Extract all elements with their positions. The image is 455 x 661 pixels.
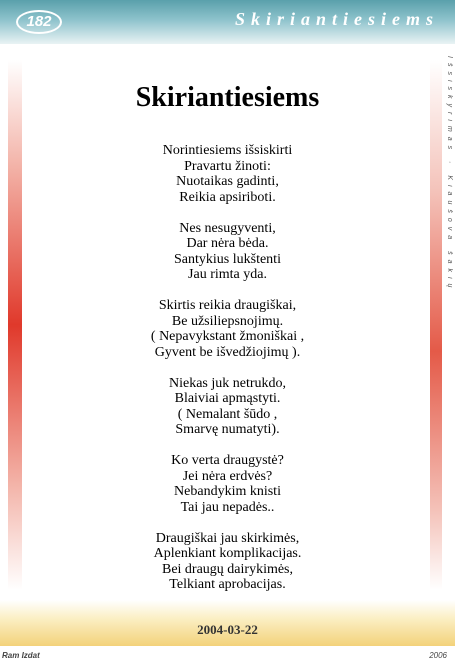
author-name: Ram Izdat bbox=[2, 651, 40, 660]
poem-line: Smarvę numatyti). bbox=[175, 422, 280, 437]
poem-line: ( Nepavykstant žmoniškai , bbox=[150, 329, 305, 344]
poem-line: ( Nemalant šūdo , bbox=[177, 406, 278, 422]
poem-line: Norintiesiems išsiskirti bbox=[162, 143, 293, 158]
vertical-side-text: Išsiskyrimas · Kiaušova šakių bbox=[446, 56, 453, 293]
poem-line: Santykius lukštenti bbox=[174, 251, 281, 267]
poem-stanza bbox=[70, 298, 385, 360]
poem-line: Telkiant aprobacijas. bbox=[169, 577, 286, 592]
poem-line: Nebandykim knisti bbox=[174, 484, 281, 499]
poem-line: Dar nėra bėda. bbox=[186, 236, 269, 251]
right-decorative-bar bbox=[430, 60, 442, 590]
poem-line: Skirtis reikia draugiškai, bbox=[158, 298, 297, 313]
left-decorative-bar bbox=[8, 60, 22, 590]
header-title: Skiriantiesiems bbox=[234, 9, 439, 29]
poem-stanza bbox=[70, 143, 385, 205]
poem-title: Skiriantiesiems bbox=[135, 82, 320, 113]
poem-body bbox=[70, 143, 385, 608]
poem-line: Niekas juk netrukdo, bbox=[168, 375, 287, 391]
poem-line: Be užsiliepsnojimų. bbox=[171, 313, 284, 329]
header-band bbox=[0, 0, 455, 44]
poem-line: Reikia apsiriboti. bbox=[179, 189, 276, 205]
poem-line: Pravartu žinoti: bbox=[184, 158, 271, 174]
poem-stanza bbox=[70, 376, 385, 438]
poem-stanza bbox=[70, 221, 385, 283]
poem-line: Blaiviai apmąstyti. bbox=[174, 391, 281, 406]
poem-line: Aplenkiant komplikacijas. bbox=[153, 546, 302, 561]
poem-date: 2004-03-22 bbox=[197, 622, 258, 637]
poem-line: Gyvent be išvedžiojimų ). bbox=[154, 344, 301, 360]
poem-line: Jei nėra erdvės? bbox=[182, 468, 273, 484]
poem-stanza bbox=[70, 531, 385, 593]
poem-line: Draugiškai jau skirkimės, bbox=[155, 530, 300, 546]
poem-line: Nes nesugyventi, bbox=[179, 220, 276, 236]
poem-stanza bbox=[70, 453, 385, 515]
poem-line: Jau rimta yda. bbox=[188, 267, 267, 282]
poem-line: Ko verta draugystė? bbox=[171, 453, 284, 468]
page-number-badge: 182 bbox=[16, 10, 62, 34]
poem-line: Bei draugų dairykimės, bbox=[161, 561, 294, 577]
poem-line: Nuotaikas gadinti, bbox=[176, 174, 279, 189]
poem-line: Tai jau nepadės.. bbox=[180, 499, 275, 515]
publication-year: 2006 bbox=[429, 651, 447, 660]
